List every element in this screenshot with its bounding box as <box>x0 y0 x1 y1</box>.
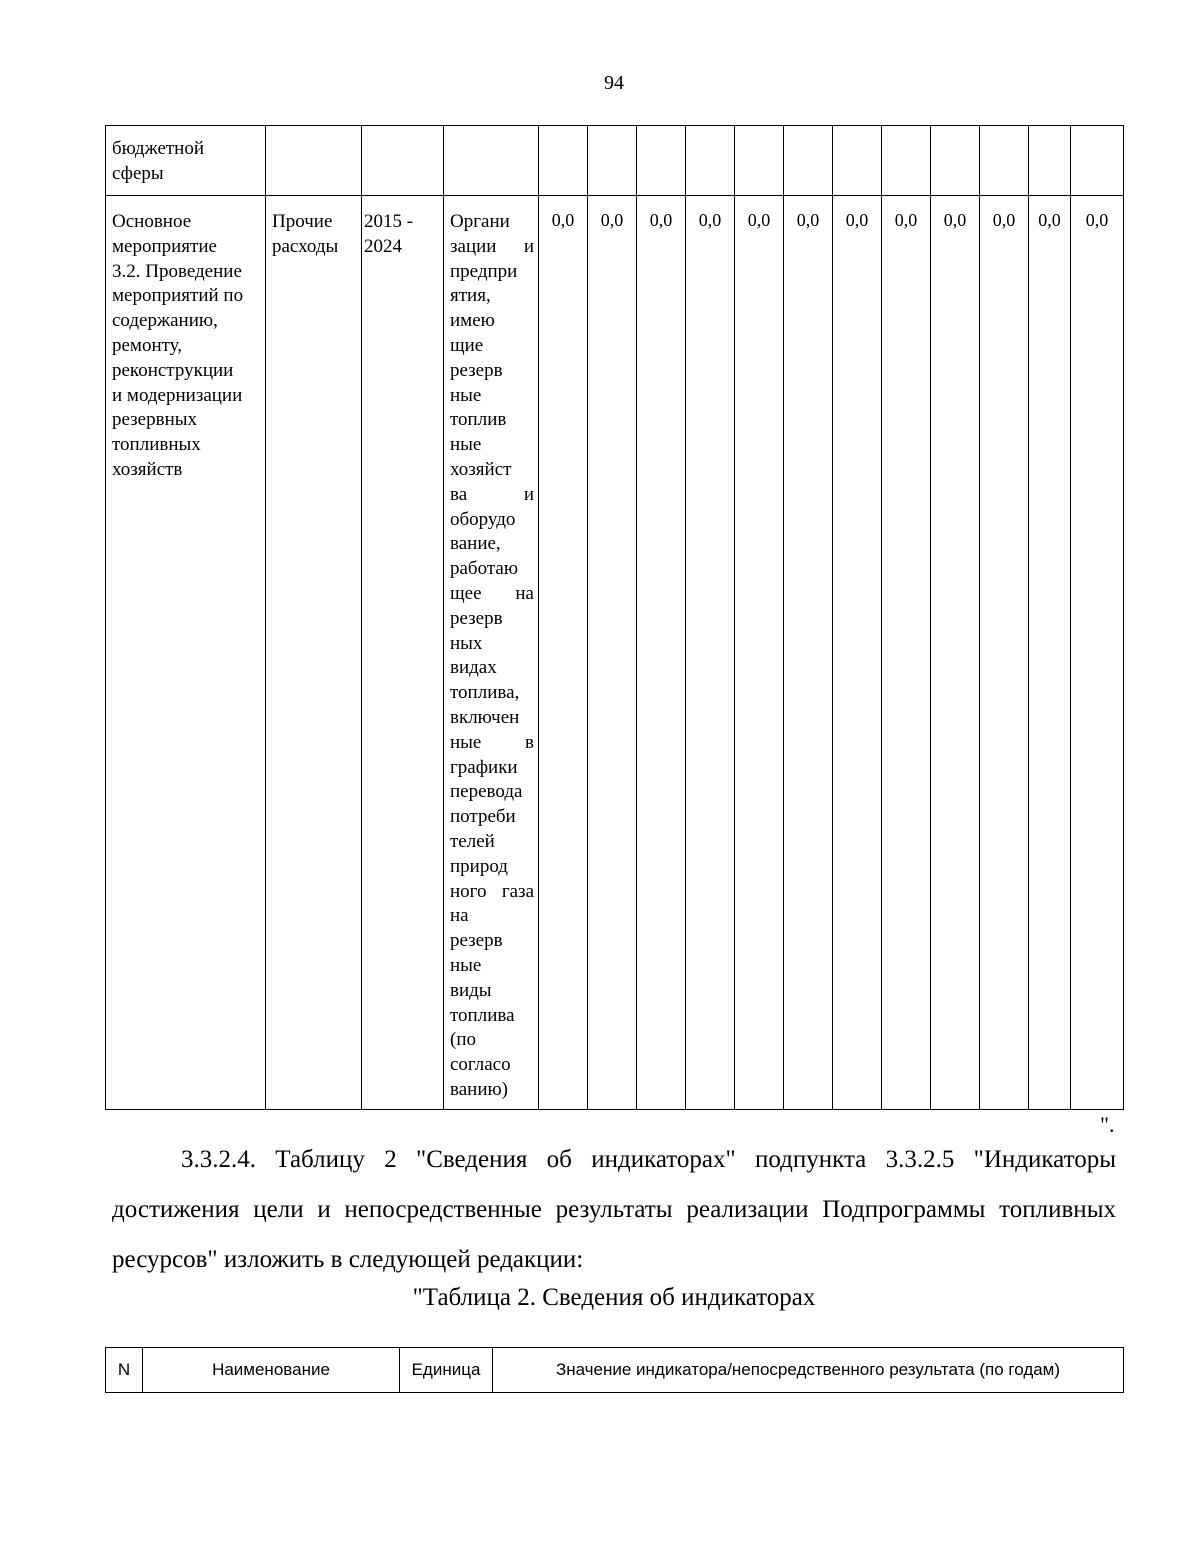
text-line: хозяйств <box>112 458 183 480</box>
text-line: ванию) <box>450 1078 509 1100</box>
page-number: 94 <box>604 72 624 94</box>
period-cell <box>362 196 444 1110</box>
value-cell <box>931 196 980 1110</box>
text-line: хозяйст <box>450 458 512 480</box>
value-cell <box>588 196 637 1110</box>
text-line: природ <box>450 855 508 877</box>
text-line: ного газа <box>450 880 534 902</box>
text-line: бюджетной <box>112 138 205 159</box>
value-text: 0,0 <box>943 210 967 230</box>
executor-text <box>444 196 538 1103</box>
text-line: (по <box>450 1029 476 1051</box>
text-line: Основное <box>112 211 192 232</box>
name-text <box>106 196 265 483</box>
text-line: согласо <box>450 1054 511 1076</box>
empty-cell <box>362 126 444 196</box>
empty-cell <box>588 126 637 196</box>
expense-type-cell <box>266 196 362 1110</box>
closing-quote: ". <box>1100 1112 1115 1137</box>
text-line: вание, <box>450 533 501 555</box>
value-cell <box>539 196 588 1110</box>
text-line: 2015 - <box>364 211 414 232</box>
executor-cell <box>444 196 539 1110</box>
text-line: Органи <box>450 211 510 232</box>
expense-type-text <box>266 196 361 260</box>
text-line: щее на <box>450 582 534 604</box>
text-line: телей <box>450 830 495 852</box>
text-line: оборудо <box>450 508 516 530</box>
text-line: виды <box>450 979 492 1001</box>
text-line: топливных <box>112 434 201 456</box>
name-text <box>106 126 265 187</box>
empty-cell <box>882 126 931 196</box>
value-text: 0,0 <box>649 210 673 230</box>
text-line: резерв <box>450 930 503 952</box>
empty-cell <box>266 126 362 196</box>
table-row <box>106 126 1124 196</box>
indicators-table <box>105 1347 1124 1393</box>
header-unit: Единица <box>400 1348 493 1393</box>
text-line: ные <box>450 384 482 406</box>
text-line: мероприятий по <box>112 285 244 307</box>
text-line: ных <box>450 632 483 654</box>
text-line: предпри <box>450 260 518 282</box>
value-cell <box>686 196 735 1110</box>
text-line: потреби <box>450 806 516 828</box>
text-line: ные <box>450 434 482 456</box>
empty-cell <box>539 126 588 196</box>
funding-table <box>105 125 1124 1110</box>
text-line: имею <box>450 310 495 332</box>
text-line: видах <box>450 657 497 679</box>
empty-cell <box>686 126 735 196</box>
value-cell <box>1071 196 1124 1110</box>
text-line: резерв <box>450 607 503 629</box>
text-line: резерв <box>450 359 503 381</box>
value-text: 0,0 <box>698 210 722 230</box>
text-line: и модернизации <box>112 384 243 406</box>
text-line: топлива <box>450 1004 515 1026</box>
value-cell <box>735 196 784 1110</box>
table-caption: "Таблица 2. Сведения об индикаторах <box>412 1284 816 1311</box>
header-values: Значение индикатора/непосредственного результата (по годам) <box>493 1348 1124 1393</box>
text-line: на <box>450 905 469 927</box>
text-line: сферы <box>112 162 164 184</box>
empty-cell <box>784 126 833 196</box>
value-cell <box>833 196 882 1110</box>
empty-cell <box>1071 126 1124 196</box>
text-line: мероприятие <box>112 235 217 257</box>
text-line: реконструкции <box>112 359 234 381</box>
value-text: 0,0 <box>551 210 575 230</box>
value-text: 0,0 <box>600 210 624 230</box>
value-text: 0,0 <box>1038 210 1061 230</box>
value-cell <box>784 196 833 1110</box>
value-cell <box>882 196 931 1110</box>
value-text: 0,0 <box>796 210 820 230</box>
text-line: ятия, <box>450 285 491 307</box>
text-line: зации и <box>450 235 534 257</box>
body-paragraph: 3.3.2.4. Таблицу 2 "Сведения об индикаторах" подпункта 3.3.2.5 "Индикаторы достижения цели и непосредственные результаты реализации Подпрограммы топливных ресурсов" изложить в следующей редакции: <box>112 1146 1116 1273</box>
header-name: Наименование <box>143 1348 400 1393</box>
value-cell <box>980 196 1029 1110</box>
text-line: графики <box>450 756 518 778</box>
value-text: 0,0 <box>894 210 918 230</box>
text-line: резервных <box>112 409 198 431</box>
text-line: топлива, <box>450 682 520 704</box>
text-line: 2024 <box>364 235 402 257</box>
text-line: ва и <box>450 483 534 505</box>
text-line: включен <box>450 706 520 728</box>
name-cell <box>106 196 266 1110</box>
text-line: ремонту, <box>112 334 183 356</box>
text-line: содержанию, <box>112 310 218 332</box>
value-text: 0,0 <box>845 210 869 230</box>
empty-cell <box>833 126 882 196</box>
empty-cell <box>735 126 784 196</box>
text-line: ные в <box>450 731 534 753</box>
empty-cell <box>931 126 980 196</box>
text-line: 3.2. Проведение <box>112 260 242 282</box>
value-cell <box>637 196 686 1110</box>
text-line: расходы <box>272 235 339 257</box>
value-text: 0,0 <box>992 210 1016 230</box>
text-line: перевода <box>450 781 523 803</box>
header-n: N <box>106 1348 143 1393</box>
text-line: Прочие <box>272 211 333 232</box>
text-line: щие <box>450 334 484 356</box>
value-text: 0,0 <box>1085 210 1109 230</box>
table-row <box>106 196 1124 1110</box>
text-line: топлив <box>450 409 507 431</box>
value-text: 0,0 <box>747 210 771 230</box>
table-header-row <box>106 1348 1124 1393</box>
empty-cell <box>444 126 539 196</box>
period-text <box>362 196 443 260</box>
value-cell <box>1029 196 1071 1110</box>
name-cell <box>106 126 266 196</box>
text-line: работаю <box>450 558 519 580</box>
text-line: ные <box>450 954 482 976</box>
empty-cell <box>1029 126 1071 196</box>
empty-cell <box>637 126 686 196</box>
empty-cell <box>980 126 1029 196</box>
